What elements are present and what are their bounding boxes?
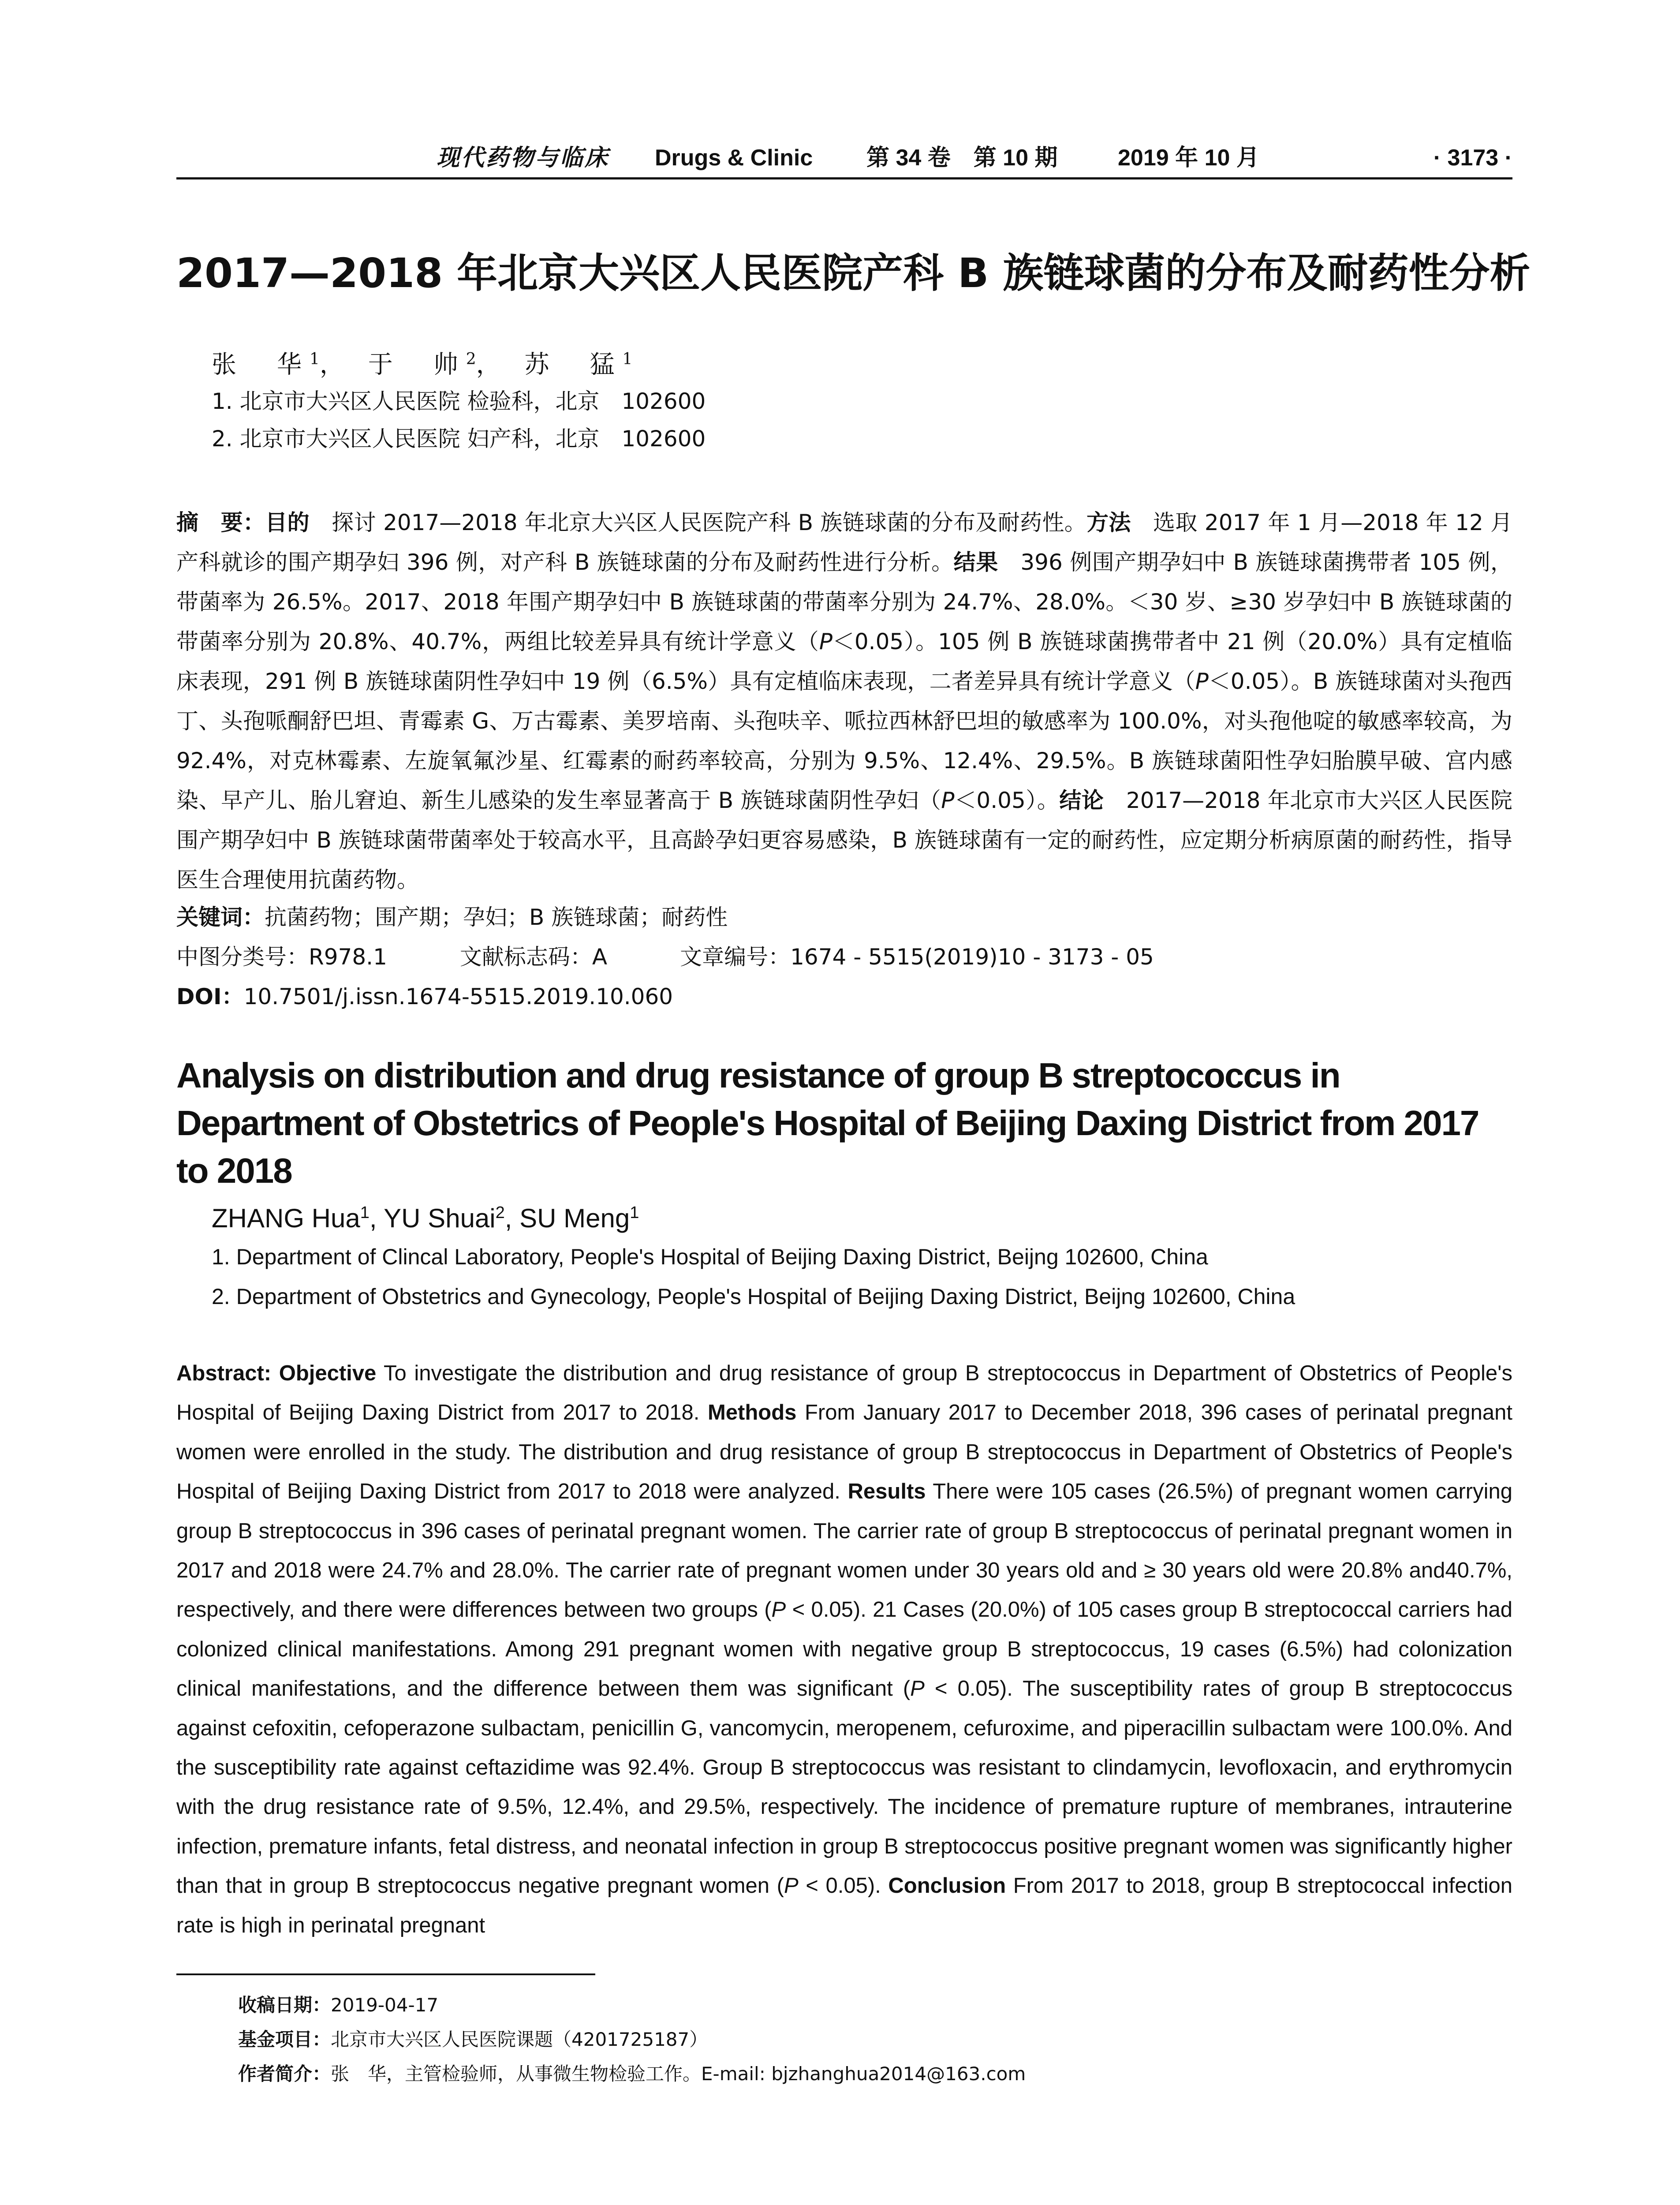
author-name: YU Shuai — [384, 1203, 496, 1233]
author-list-cn — [212, 340, 632, 385]
footnote-text: 北京市大兴区人民医院课题（4201725187） — [331, 2029, 708, 2050]
author-name: SU Meng — [519, 1203, 630, 1233]
p-symbol: P — [1195, 669, 1209, 694]
footnote-divider — [176, 1973, 595, 1975]
classification-line — [176, 937, 1154, 977]
affiliation-cn-1: 1. 北京市大兴区人民医院 检验科，北京 102600 — [212, 389, 706, 414]
keywords-cn — [176, 897, 728, 937]
results-text: ＜0.05）。105 例 B 族链球菌携带者中 21 例（20.0%）具有定植临床表现，291 例 B 族链球菌阴性孕妇中 19 例（6.5%）具有定植临床表现，二者差异具有统计学意义（ — [176, 629, 1512, 694]
article-title-cn: 2017—2018 年北京大兴区人民医院产科 B 族链球菌的分布及耐药性分析 — [176, 250, 1531, 297]
methods-label: 方法 — [1086, 510, 1131, 535]
footnote-received-date — [238, 1990, 438, 2021]
author-affiliation-mark: 2 — [495, 1203, 505, 1222]
author-separator: ， — [476, 350, 509, 379]
methods-text: From January 2017 to December 2018, 396 cases of perinatal pregnant women were enrolled in the study. The distribution and drug resistance of group B streptococcus in Department of Obstetrics of People's Hospital of Beijing Daxing District from 2017 to 2018 were analyzed. — [176, 1401, 1513, 1504]
methods-label: Methods — [707, 1401, 797, 1425]
results-text: There were 105 cases (26.5%) of pregnant women carrying group B streptococcus in 396 cases of perinatal pregnant women. The carrier rate of group B streptococcus of perinatal pregnant women in 2017 and 2018 were 24.7% and 28.0%. The carrier rate of pregnant women under 30 years old and ≥ 30 years old were 20.8% and40.7%, respectively, and there were differences between two groups ( — [176, 1480, 1513, 1622]
affiliation-cn-2: 2. 北京市大兴区人民医院 妇产科，北京 102600 — [212, 426, 706, 452]
results-text: ＜0.05）。B 族链球菌对头孢西丁、头孢哌酮舒巴坦、青霉素 G、万古霉素、美罗培南、头孢呋辛、哌拉西林舒巴坦的敏感率为 100.0%，对头孢他啶的敏感率较高，为 92.4%，对克林霉素、左旋氧氟沙星、红霉素的耐药率较高，分别为 9.5%、12.4%、29.5%。B 族链球菌阳性孕妇胎膜早破、宫内感染、早产儿、胎儿窘迫、新生儿感染的发生率显著高于 B 族链球菌阴性孕妇（ — [176, 669, 1512, 813]
author-name: 张 华 — [212, 350, 310, 379]
issue-date: 2019 年 10 月 — [1118, 145, 1259, 171]
author-affiliation-mark: 1 — [360, 1203, 370, 1222]
affiliation-en-2: 2. Department of Obstetrics and Gynecology, People's Hospital of Beijing Daxing District, Beijng 102600, China — [212, 1284, 1295, 1309]
results-text: < 0.05). 21 Cases (20.0%) of 105 cases group B streptococcal carriers had colonized clinical manifestations. Among 291 pregnant women with negative group B streptococcus, 19 cases (6.5%) had colonization clinical manifestations, and the difference between them was significant ( — [176, 1598, 1512, 1701]
footnote-label: 收稿日期： — [238, 1994, 331, 2016]
p-symbol: P — [941, 788, 955, 813]
p-symbol: P — [819, 629, 833, 654]
results-label: Results — [847, 1480, 926, 1504]
author-name: 苏 猛 — [524, 350, 623, 379]
footnote-funding — [238, 2024, 708, 2055]
conclusion-label: 结论 — [1059, 788, 1104, 813]
keywords-text: 抗菌药物；围产期；孕妇；B 族链球菌；耐药性 — [265, 904, 728, 930]
page-number: · 3173 · — [1433, 145, 1512, 171]
journal-name-cn: 现代药物与临床 — [437, 145, 610, 171]
conclusion-text: From 2017 to 2018, group B streptococcal infection rate is high in perinatal pregnant — [176, 1874, 1512, 1937]
volume-issue: 第 34 卷 第 10 期 — [866, 145, 1058, 171]
author-affiliation-mark: 1 — [630, 1203, 639, 1222]
conclusion-text: 2017—2018 年北京市大兴区人民医院围产期孕妇中 B 族链球菌带菌率处于较高水平，且高龄孕妇更容易感染，B 族链球菌有一定的耐药性，应定期分析病原菌的耐药性，指导医生合理使用抗菌药物。 — [176, 788, 1512, 893]
results-text: ＜0.05）。 — [954, 788, 1060, 813]
p-symbol: P — [784, 1874, 799, 1898]
footnote-label: 作者简介： — [238, 2063, 331, 2085]
header-divider — [176, 177, 1512, 179]
objective-text: 探讨 2017—2018 年北京大兴区人民医院产科 B 族链球菌的分布及耐药性。 — [309, 510, 1087, 535]
author-separator: , — [504, 1203, 520, 1233]
results-label: 结果 — [953, 549, 998, 575]
methods-text: 选取 2017 年 1 月—2018 年 12 月产科就诊的围产期孕妇 396 例，对产科 B 族链球菌的分布及耐药性进行分析。 — [176, 510, 1513, 575]
article-number: 文章编号：1674 - 5515(2019)10 - 3173 - 05 — [680, 944, 1154, 970]
footnote-text: 2019-04-17 — [331, 1994, 439, 2016]
article-title-en: Analysis on distribution and drug resistance of group B streptococcus in Department of Obstetrics of People's Hospital of Beijing Daxing District from 2017 to 2018 — [176, 1056, 1479, 1190]
results-text: < 0.05). The susceptibility rates of group B streptococcus against cefoxitin, cefoperazone sulbactam, penicillin G, vancomycin, meropenem, cefuroxime, and piperacillin sulbactam were 100.0%. And the susceptibility rate against ceftazidime was 92.4%. Group B streptococcus was resistant to clindamycin, levofloxacin, and erythromycin with the drug resistance rate of 9.5%, 12.4%, and 29.5%, respectively. The incidence of premature rupture of membranes, intrauterine infection, premature infants, fetal distress, and neonatal infection in group B streptococcus positive pregnant women was significantly higher than that in group B streptococcus negative pregnant women ( — [176, 1677, 1512, 1898]
footnote-text: 张 华，主管检验师，从事微生物检验工作。E-mail: bjzhanghua2014@163.com — [331, 2063, 1026, 2085]
abstract-label: Abstract: — [176, 1361, 279, 1385]
author-name: 于 帅 — [368, 350, 466, 379]
journal-name-en: Drugs & Clinic — [655, 145, 813, 171]
p-symbol: P — [771, 1598, 786, 1622]
objective-label: Objective — [279, 1361, 377, 1385]
author-affiliation-mark: 2 — [466, 350, 476, 368]
author-separator: , — [369, 1203, 384, 1233]
doi-link[interactable]: 10.7501/j.issn.1674-5515.2019.10.060 — [243, 984, 673, 1009]
author-list-en — [212, 1193, 639, 1238]
doi-line — [176, 977, 673, 1017]
document-code: 文献标志码：A — [459, 944, 608, 970]
affiliation-en-1: 1. Department of Clincal Laboratory, People's Hospital of Beijing Daxing District, Beijng 102600, China — [212, 1245, 1208, 1269]
objective-text: To investigate the distribution and drug resistance of group B streptococcus in Department of Obstetrics of People's Hospital of Beijing Daxing District from 2017 to 2018. — [176, 1361, 1512, 1425]
results-text: < 0.05). — [798, 1874, 889, 1898]
abstract-en — [176, 1354, 1512, 1945]
abstract-cn — [176, 503, 1512, 900]
running-header — [176, 140, 1512, 176]
footnote-author-bio — [238, 2059, 1026, 2089]
abstract-label: 摘 要： — [176, 510, 265, 535]
author-affiliation-mark: 1 — [622, 350, 633, 368]
author-separator: ， — [319, 350, 352, 379]
clc-number: 中图分类号：R978.1 — [176, 944, 387, 970]
author-affiliation-mark: 1 — [310, 350, 320, 368]
keywords-label: 关键词： — [176, 904, 265, 930]
p-symbol: P — [910, 1677, 925, 1701]
results-text: 396 例围产期孕妇中 B 族链球菌携带者 105 例，带菌率为 26.5%。2017、2018 年围产期孕妇中 B 族链球菌的带菌率分别为 24.7%、28.0%。＜30 岁、≥30 岁孕妇中 B 族链球菌的带菌率分别为 20.8%、40.7%，两组比较差异具有统计学意义（ — [176, 549, 1513, 654]
footnote-label: 基金项目： — [238, 2029, 331, 2050]
objective-label: 目的 — [265, 510, 310, 535]
conclusion-label: Conclusion — [888, 1874, 1006, 1898]
doi-label: DOI： — [176, 984, 244, 1009]
author-name: ZHANG Hua — [212, 1203, 360, 1233]
